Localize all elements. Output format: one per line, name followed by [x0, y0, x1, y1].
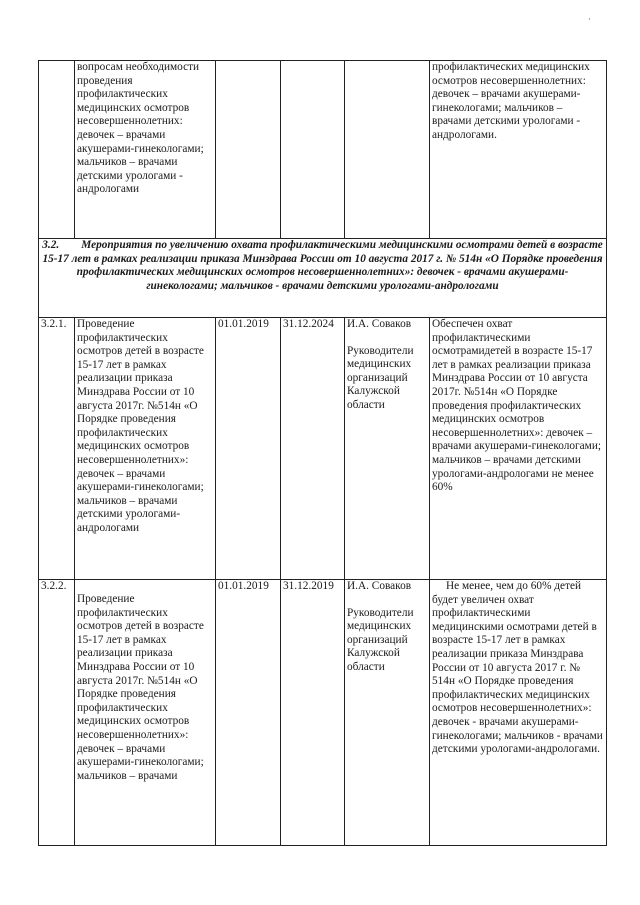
activity-text: Проведение профилактических осмотров детей в возрасте 15-17 лет в рамках реализации приказа Минздрава России от 10 августа 2017г. №514н «О Порядке проведения профилактических медицинских осмотров несовершеннолетних»: девочек – врачами акушерами-гинекологами; мальчиков – врачами: [77, 593, 204, 782]
cell-responsible: [345, 318, 430, 580]
table-row: [39, 318, 607, 580]
cell-number: 3.2.2.: [39, 580, 75, 846]
cell-end-date: 31.12.2024: [281, 318, 345, 580]
page-mark: ·: [588, 14, 591, 24]
section-header: [39, 239, 607, 318]
responsible-person: И.А. Соваков: [347, 580, 412, 592]
cell-responsible: [345, 580, 430, 846]
cell-start-date: 01.01.2019: [216, 318, 281, 580]
section-header-row: [39, 239, 607, 318]
cell-end-date: [281, 61, 345, 239]
cell-result: Не менее, чем до 60% детей будет увеличен охват профилактическими медицинскими осмотрами детей в возрасте 15-17 лет в рамках реализации приказа Минздрава России от 10 августа 2017 г. № 514н «О Порядке проведения профилактических медицинских осмотров несовершеннолетних»: девочек - врачами акушерами-гинекологами; мальчиков - врачами детскими урологами-андрологами.: [430, 580, 607, 846]
cell-number: 3.2.1.: [39, 318, 75, 580]
cell-result: Обеспечен охват профилактическими осмотрамидетей в возрасте 15-17 лет в рамках реализации приказа Минздрава России от 10 августа 2017г. №514н «О Порядке проведения профилактических медицинских осмотров несовершеннолетних»: девочек – врачами акушерами-гинекологами; мальчиков – врачами детскими урологами-андрологами не менее 60%: [430, 318, 607, 580]
responsible-organization: Руководители медицинских организаций Калужской области: [347, 344, 414, 411]
responsible-person: И.А. Соваков: [347, 318, 412, 330]
cell-activity: [75, 580, 216, 846]
section-title: Мероприятия по увеличению охвата профилактическими медицинскими осмотрами детей в возрасте 15-17 лет в рамках реализации приказа Минздрава России от 10 августа 2017 г. № 514н «О Порядке проведения профилактических медицинских осмотров несовершеннолетних»: девочек - врачами акушерами-гинекологами; мальчиков - врачами детскими урологами-андрологами: [42, 239, 603, 292]
cell-activity: вопросам необходимости проведения профилактических медицинских осмотров несовершеннолетних: девочек – врачами акушерами-гинекологами; мальчиков – врачами детскими урологами - андрологами: [75, 61, 216, 239]
cell-result: профилактических медицинских осмотров несовершеннолетних: девочек – врачами акушерами-гинекологами; мальчиков – врачами детскими урологами - андрологами.: [430, 61, 607, 239]
section-number: 3.2.: [42, 239, 60, 251]
cell-start-date: 01.01.2019: [216, 580, 281, 846]
responsible-organization: Руководители медицинских организаций Калужской области: [347, 606, 414, 673]
cell-end-date: 31.12.2019: [281, 580, 345, 846]
cell-responsible: [345, 61, 430, 239]
cell-number: [39, 61, 75, 239]
cell-start-date: [216, 61, 281, 239]
cell-activity: Проведение профилактических осмотров детей в возрасте 15-17 лет в рамках реализации приказа Минздрава России от 10 августа 2017г. №514н «О Порядке проведения профилактических медицинских осмотров несовершеннолетних»: девочек – врачами акушерами-гинекологами; мальчиков – врачами детскими урологами-андрологами: [75, 318, 216, 580]
table-row: [39, 580, 607, 846]
measures-table: [38, 60, 607, 846]
table-row-continuation: [39, 61, 607, 239]
